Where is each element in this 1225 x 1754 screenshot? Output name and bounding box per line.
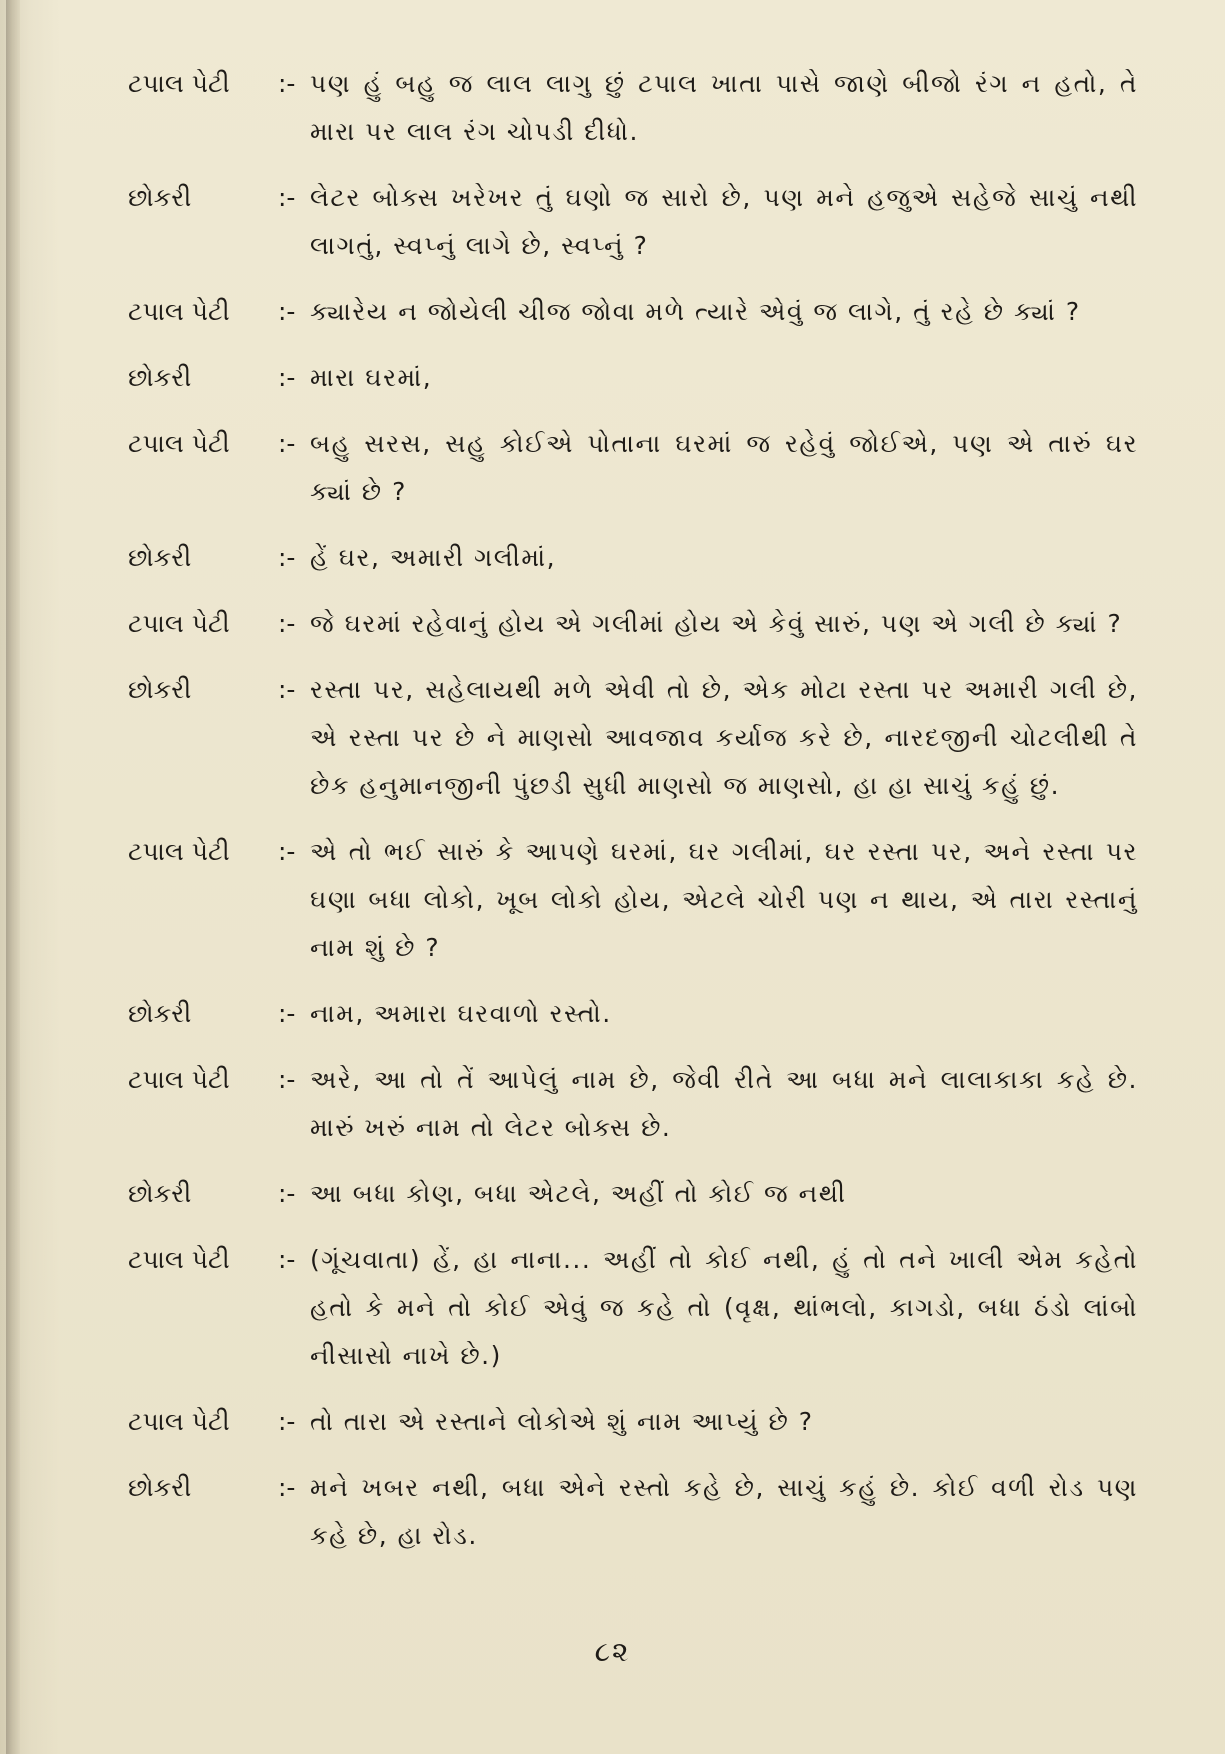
speaker-separator: :- <box>278 297 296 326</box>
dialogue-line: નામ, અમારા ઘરવાળો રસ્તો. <box>310 999 612 1028</box>
speaker-separator: :- <box>278 1245 296 1274</box>
speaker-name: ટપાલ પેટી <box>128 837 230 866</box>
speaker-name: ટપાલ પેટી <box>128 69 230 98</box>
speaker-name: છોકરી <box>128 363 192 392</box>
speaker-name: છોકરી <box>128 1179 192 1208</box>
dialogue-entry <box>128 60 1138 156</box>
speaker-name: છોકરી <box>128 1473 192 1502</box>
speaker-name: છોકરી <box>128 675 192 704</box>
dialogue-entry <box>128 828 1138 972</box>
dialogue-entry <box>128 1236 1138 1380</box>
dialogue-entry <box>128 600 1138 648</box>
dialogue-entry <box>128 174 1138 270</box>
speaker-name: ટપાલ પેટી <box>128 429 230 458</box>
dialogue-entry <box>128 534 1138 582</box>
dialogue-line: લેટર બોક્સ ખરેખર તું ઘણો જ સારો છે, પણ મને હજુએ સહેજે સાચું નથી લાગતું, સ્વપ્નું લાગે છે, સ્વપ્નું ? <box>310 183 1138 260</box>
speaker-separator: :- <box>278 429 296 458</box>
dialogue-line: (ગૂંચવાતા) હેં, હા નાના... અહીં તો કોઈ નથી, હું તો તને ખાલી એમ કહેતો હતો કે મને તો કોઈ એવું જ કહે તો (વૃક્ષ, થાંભલો, કાગડો, બધા ઠંડો લાંબો નીસાસો નાખે છે.) <box>310 1245 1138 1370</box>
speaker-name: છોકરી <box>128 183 192 212</box>
dialogue-entry <box>128 1056 1138 1152</box>
speaker-name: ટપાલ પેટી <box>128 1407 230 1436</box>
dialogue-entry <box>128 420 1138 516</box>
speaker-separator: :- <box>278 609 296 638</box>
dialogue-line: મને ખબર નથી, બધા એને રસ્તો કહે છે, સાચું કહું છે. કોઈ વળી રોડ પણ કહે છે, હા રોડ. <box>310 1473 1138 1550</box>
dialogue-entry <box>128 1398 1138 1446</box>
dialogue-entry <box>128 1170 1138 1218</box>
page-number: ૮૨ <box>594 1635 631 1668</box>
speaker-separator: :- <box>278 1407 296 1436</box>
speaker-separator: :- <box>278 183 296 212</box>
speaker-separator: :- <box>278 999 296 1028</box>
dialogue-line: ક્યારેય ન જોયેલી ચીજ જોવા મળે ત્યારે એવું જ લાગે, તું રહે છે ક્યાં ? <box>310 297 1081 326</box>
dialogue-entry <box>128 666 1138 810</box>
speaker-separator: :- <box>278 1065 296 1094</box>
dialogue-line: જે ઘરમાં રહેવાનું હોય એ ગલીમાં હોય એ કેવું સારું, પણ એ ગલી છે ક્યાં ? <box>310 609 1123 638</box>
dialogue-line: બહુ સરસ, સહુ કોઈએ પોતાના ઘરમાં જ રહેવું જોઈએ, પણ એ તારું ઘર ક્યાં છે ? <box>310 429 1138 506</box>
speaker-separator: :- <box>278 69 296 98</box>
book-spine-shadow <box>6 0 20 1754</box>
speaker-separator: :- <box>278 363 296 392</box>
dialogue-line: મારા ઘરમાં, <box>310 363 433 392</box>
dialogue-entry <box>128 1464 1138 1560</box>
speaker-separator: :- <box>278 1473 296 1502</box>
dialogue-entry <box>128 354 1138 402</box>
dialogue-line: રસ્તા પર, સહેલાયથી મળે એવી તો છે, એક મોટા રસ્તા પર અમારી ગલી છે, એ રસ્તા પર છે ને માણસો આવજાવ કર્યાજ કરે છે, નારદજીની ચોટલીથી તે છેક હનુમાનજીની પુંછડી સુધી માણસો જ માણસો, હા હા સાચું કહું છું. <box>310 675 1138 800</box>
speaker-name: ટપાલ પેટી <box>128 1065 230 1094</box>
dialogue-line: પણ હું બહુ જ લાલ લાગુ છું ટપાલ ખાતા પાસે જાણે બીજો રંગ ન હતો, તે મારા પર લાલ રંગ ચોપડી દીધો. <box>310 69 1138 146</box>
speaker-name: ટપાલ પેટી <box>128 1245 230 1274</box>
dialogue-line: તો તારા એ રસ્તાને લોકોએ શું નામ આપ્યું છે ? <box>310 1407 814 1436</box>
speaker-name: ટપાલ પેટી <box>128 609 230 638</box>
dialogue-block <box>128 60 1138 1578</box>
speaker-name: છોકરી <box>128 999 192 1028</box>
speaker-separator: :- <box>278 543 296 572</box>
dialogue-line: અરે, આ તો તેં આપેલું નામ છે, જેવી રીતે આ બધા મને લાલાકાકા કહે છે. મારું ખરું નામ તો લેટર બોક્સ છે. <box>310 1065 1138 1142</box>
dialogue-line: હેં ઘર, અમારી ગલીમાં, <box>310 543 557 572</box>
speaker-name: ટપાલ પેટી <box>128 297 230 326</box>
dialogue-line: આ બધા કોણ, બધા એટલે, અહીં તો કોઈ જ નથી <box>310 1179 847 1208</box>
speaker-name: છોકરી <box>128 543 192 572</box>
dialogue-entry <box>128 288 1138 336</box>
speaker-separator: :- <box>278 837 296 866</box>
speaker-separator: :- <box>278 1179 296 1208</box>
dialogue-line: એ તો ભઈ સારું કે આપણે ઘરમાં, ઘર ગલીમાં, ઘર રસ્તા પર, અને રસ્તા પર ઘણા બધા લોકો, ખૂબ લોકો હોય, એટલે ચોરી પણ ન થાય, એ તારા રસ્તાનું નામ શું છે ? <box>310 837 1138 962</box>
speaker-separator: :- <box>278 675 296 704</box>
dialogue-entry <box>128 990 1138 1038</box>
